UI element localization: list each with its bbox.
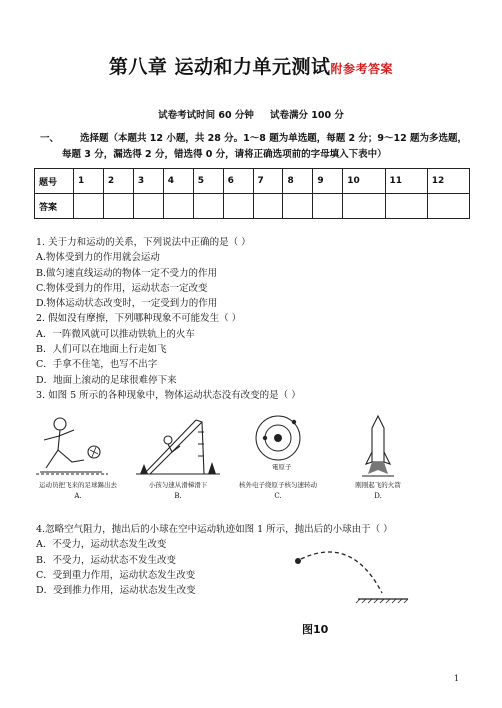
figure-b-caption: 小孩匀速从滑梯滑下 <box>148 481 208 489</box>
exam-score: 试卷满分 100 分 <box>269 110 344 121</box>
answer-table-row-answers <box>35 194 470 219</box>
row-label-answer: 答案 <box>35 194 74 219</box>
figure-5-panels <box>32 412 412 508</box>
question-number-cell: 7 <box>253 169 283 194</box>
title-answer-note: 附参考答案 <box>330 62 394 76</box>
rocket-icon <box>332 412 424 480</box>
figure-a <box>32 412 124 508</box>
figure-10 <box>262 543 412 643</box>
question-2-option-d: D．地面上滚动的足球很难停下来 <box>36 374 177 386</box>
figure-a-caption: 运动员把飞来的足球踢出去 <box>39 481 117 489</box>
slide-icon <box>132 412 224 480</box>
row-label-number: 题号 <box>35 169 74 194</box>
figure-c-note: 電原子 <box>272 463 292 471</box>
question-1-option-c: C.物体受到力的作用，运动状态一定改变 <box>36 282 208 294</box>
question-number-cell: 8 <box>283 169 313 194</box>
answer-cell[interactable] <box>313 194 343 219</box>
answer-cell[interactable] <box>133 194 163 219</box>
answer-cell[interactable] <box>253 194 283 219</box>
answer-cell[interactable] <box>103 194 133 219</box>
figure-d-caption: 刚刚起飞的火箭 <box>355 481 401 489</box>
figure-c <box>232 412 324 508</box>
figure-d <box>332 412 424 508</box>
question-2-option-b: B．人们可以在地面上行走如飞 <box>36 344 167 356</box>
section-line-2: 每题 3 分，漏选得 2 分，错选得 0 分，请将正确选项前的字母填入下表中） <box>62 149 387 160</box>
page-title <box>0 52 502 79</box>
answer-cell[interactable] <box>193 194 223 219</box>
section-number: 一、 <box>40 133 60 144</box>
answer-cell[interactable] <box>163 194 193 219</box>
figure-d-letter: D. <box>374 492 382 500</box>
question-1-option-a: A.物体受到力的作用就会运动 <box>36 252 160 264</box>
question-2-option-c: C．手拿不住笔，也写不出字 <box>36 359 158 371</box>
answer-table <box>34 168 470 219</box>
question-number-cell: 6 <box>223 169 253 194</box>
question-2-stem: 2. 假如没有摩擦，下列哪种现象不可能发生（ ） <box>36 313 242 325</box>
section-heading <box>40 131 470 163</box>
figure-c-letter: C. <box>274 492 282 500</box>
question-1-option-b: B.做匀速直线运动的物体一定不受力的作用 <box>36 267 218 279</box>
answer-table-row-numbers <box>35 169 470 194</box>
page-number: 1 <box>454 674 460 683</box>
answer-cell[interactable] <box>427 194 469 219</box>
question-number-cell: 1 <box>74 169 104 194</box>
question-number-cell: 11 <box>385 169 427 194</box>
question-1-stem: 1. 关于力和运动的关系，下列说法中正确的是（ ） <box>36 237 251 248</box>
question-2-option-a: A．一阵微风就可以推动铁轨上的火车 <box>36 328 195 340</box>
figure-b-letter: B. <box>174 492 182 500</box>
question-4-stem: 4.忽略空气阻力，抛出后的小球在空中运动轨迹如图 1 所示，抛出后的小球由于（ ） <box>36 524 393 535</box>
section-line-1: 选择题（本题共 12 小题，共 28 分。1～8 题为单选题，每题 2 分；9～12 题为多选题， <box>80 133 468 144</box>
question-number-cell: 2 <box>103 169 133 194</box>
question-number-cell: 3 <box>133 169 163 194</box>
question-number-cell: 5 <box>193 169 223 194</box>
question-number-cell: 9 <box>313 169 343 194</box>
question-4-option-d: D．受到推力作用，运动状态发生改变 <box>36 585 196 597</box>
figure-b <box>132 412 224 508</box>
answer-cell[interactable] <box>385 194 427 219</box>
football-player-icon <box>32 412 124 480</box>
exam-time: 试卷考试时间 60 分钟 <box>158 110 254 121</box>
questions-block <box>36 235 466 403</box>
question-number-cell: 12 <box>427 169 469 194</box>
question-4-option-a: A．不受力，运动状态发生改变 <box>36 539 167 551</box>
answer-cell[interactable] <box>223 194 253 219</box>
figure-10-label: 图10 <box>302 623 329 636</box>
exam-meta <box>0 107 502 121</box>
question-number-cell: 10 <box>343 169 385 194</box>
answer-cell[interactable] <box>74 194 104 219</box>
question-4-option-c: C．受到重力作用，运动状态发生改变 <box>36 569 196 581</box>
figure-c-caption: 核外电子绕原子核匀速转动 <box>239 481 317 489</box>
title-main: 第八章 运动和力单元测试 <box>108 56 331 78</box>
question-number-cell: 4 <box>163 169 193 194</box>
answer-cell[interactable] <box>343 194 385 219</box>
ball-trajectory-icon <box>262 543 412 613</box>
question-3-stem: 3. 如图 5 所示的各种现象中，物体运动状态没有改变的是（ ） <box>36 389 301 401</box>
answer-cell[interactable] <box>283 194 313 219</box>
question-1-option-d: D.物体运动状态改变时，一定受到力的作用 <box>36 298 218 310</box>
figure-a-letter: A. <box>74 492 82 500</box>
question-4-option-b: B．不受力，运动状态不发生改变 <box>36 554 176 566</box>
